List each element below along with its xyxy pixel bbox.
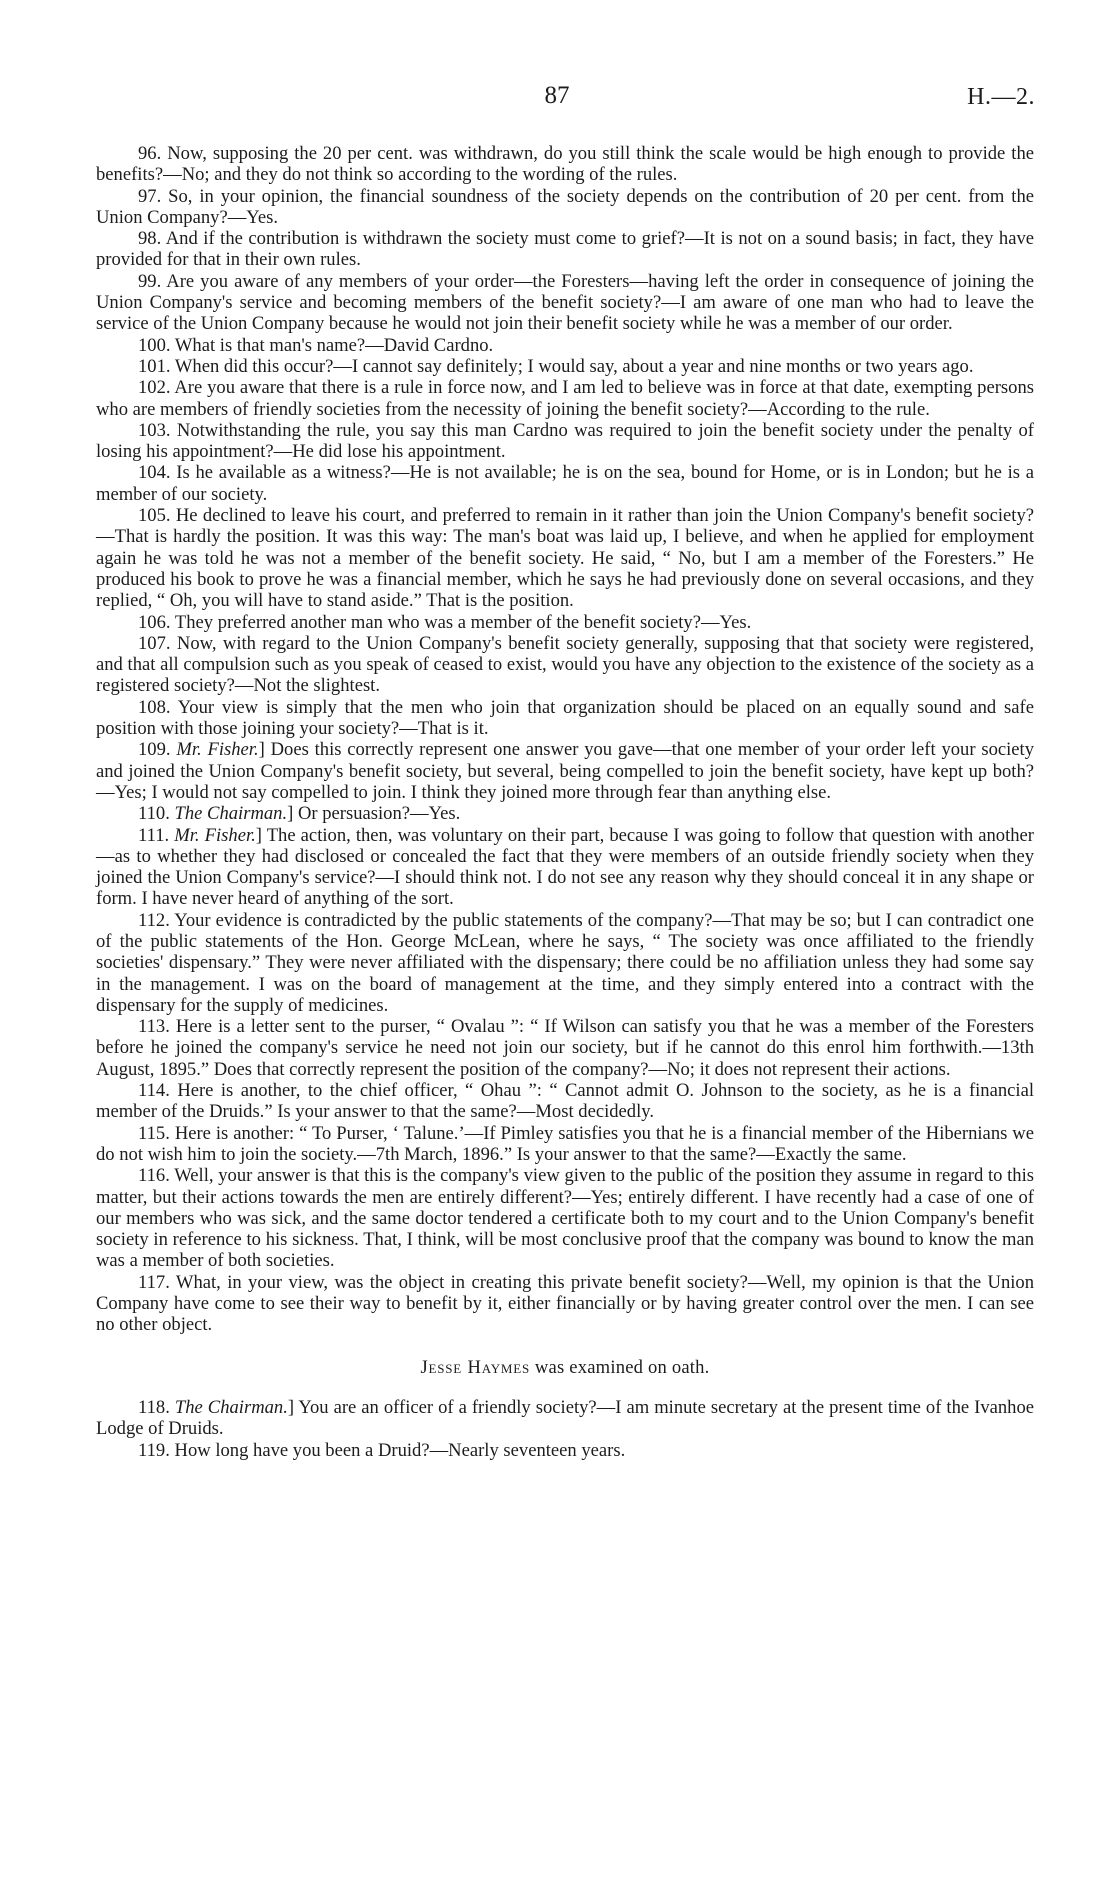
question-number: 103.: [138, 419, 171, 441]
witness-name: Jesse Haymes: [420, 1356, 531, 1378]
question-text: The action, then, was voluntary on their part, because I was going to follow that question with another—as to whether they had disclosed or concealed the fact that they were members of an outside friendly society when they joined the Union Company's service?—I should think not. I do not see any reason why they should conceal it in any shape or form. I have never heard of anything of the sort.: [96, 824, 1034, 910]
question-text: Notwithstanding the rule, you say this man Cardno was required to join the benefit society under the penalty of losing his appointment?—He did lose his appointment.: [96, 419, 1034, 463]
question-paragraph: [96, 1016, 1034, 1080]
question-paragraph: [96, 910, 1034, 1016]
evidence-section: [96, 143, 1034, 1336]
question-paragraph: 109. Mr. Fisher.] Does this correctly represent one answer you gave—that one member of your order left your society and joined the Union Company's benefit society, but several, being compelled to join the benefit society, have kept up both?—Yes; I would not say compelled to join. I think they joined more through fear than anything else.: [96, 739, 1035, 803]
question-paragraph: [96, 505, 1034, 611]
question-paragraph: [96, 462, 1034, 505]
question-text: How long have you been a Druid?—Nearly seventeen years.: [174, 1439, 626, 1461]
question-paragraph: [96, 335, 1034, 356]
question-number: 114.: [138, 1080, 170, 1102]
question-paragraph: [96, 356, 1034, 377]
speaker-name: Mr. Fisher.: [176, 739, 259, 761]
question-text: Are you aware of any members of your order—the Foresters—having left the order in consequence of joining the Union Company's service and becoming members of the benefit society?—I am aware of one man who had to leave the service of the Union Company because he would not join their benefit society while he was a member of our order.: [96, 270, 1034, 335]
question-number: 98.: [138, 228, 162, 250]
question-text: Here is another, to the chief officer, “ Ohau ”: “ Cannot admit O. Johnson to the society, as he is a financial member of the Druids.” Is your answer to that the same?—Most decidedly.: [96, 1080, 1034, 1123]
question-number: 106.: [138, 611, 171, 633]
question-text: Now, with regard to the Union Company's benefit society generally, supposing that that society were registered, and that all compulsion such as you speak of ceased to exist, would you have any objection to the existence of the society as a registered society?—Not the slightest.: [96, 632, 1034, 697]
speaker-name: The Chairman.: [174, 803, 288, 825]
question-text: Here is another: “ To Purser, ‘ Talune.’—If Pimley satisfies you that he is a financial member of the Hibernians we do not wish him to join the society.—7th March, 1896.” Is your answer to that the same?—Exactly the same.: [96, 1122, 1034, 1165]
page-number: 87: [544, 82, 570, 109]
question-paragraph: [96, 186, 1034, 229]
question-text: And if the contribution is withdrawn the society must come to grief?—It is not on a sound basis; in fact, they have provided for that in their own rules.: [96, 228, 1034, 271]
question-paragraph: [96, 1272, 1034, 1336]
question-number: 119.: [138, 1439, 170, 1461]
document-body: [96, 143, 1034, 1461]
question-text: What, in your view, was the object in creating this private benefit society?—Well, my opinion is that the Union Company have come to see their way to benefit by it, either financially or by having greater control over the men. I can see no other object.: [96, 1271, 1034, 1336]
question-number: 105.: [138, 505, 171, 527]
question-text: What is that man's name?—David Cardno.: [174, 334, 494, 356]
question-paragraph: [96, 1123, 1034, 1166]
question-paragraph: [96, 271, 1034, 335]
question-number: 116.: [138, 1165, 170, 1187]
question-text: Your view is simply that the men who join that organization should be placed on an equally sound and safe position with those joining your society?—That is it.: [96, 696, 1034, 740]
question-number: 118.: [138, 1396, 170, 1418]
witness-heading: [96, 1357, 1034, 1378]
question-number: 96.: [138, 143, 162, 164]
question-number: 115.: [138, 1122, 170, 1144]
question-text: He declined to leave his court, and preferred to remain in it rather than join the Union Company's benefit society?—That is hardly the position. It was this way: The man's boat was laid up, I believe, and when he applied for employment again he was told he was not a member of the benefit society. He said, “ No, but I am a member of the Foresters.” He produced his book to prove he was a financial member, which he says he had previously done on several occasions, and they replied, “ Oh, you will have to stand aside.” That is the position.: [96, 505, 1034, 612]
question-paragraph: [96, 612, 1034, 633]
question-paragraph: 111. Mr. Fisher.] The action, then, was voluntary on their part, because I was going to follow that question with another—as to whether they had disclosed or concealed the fact that they were members of an outside friendly society when they joined the Union Company's service?—I should think not. I do not see any reason why they should conceal it in any shape or form. I have never heard of anything of the sort.: [96, 824, 1034, 910]
question-text: When did this occur?—I cannot say definitely; I would say, about a year and nine months or two years ago.: [174, 355, 974, 377]
evidence-section-continued: [96, 1397, 1034, 1461]
question-number: 110.: [138, 803, 170, 825]
speaker-name: Mr. Fisher.: [174, 824, 256, 846]
question-number: 102.: [138, 377, 171, 399]
speaker-name: The Chairman.: [174, 1396, 288, 1418]
question-paragraph: [96, 1440, 1034, 1461]
question-text: Here is a letter sent to the purser, “ Ovalau ”: “ If Wilson can satisfy you that he was a member of the Foresters before he joined the company's service he need not join our society, but if he cannot do this enrol him forthwith.—13th August, 1895.” Does that correctly represent the position of the company?—No; it does not represent their actions.: [96, 1016, 1034, 1080]
question-text: Or persuasion?—Yes.: [297, 803, 461, 825]
question-text: Is he available as a witness?—He is not available; he is on the sea, bound for Home, or is in London; but he is a member of our society.: [96, 462, 1034, 505]
question-text: Well, your answer is that this is the company's view given to the public of the position they assume in regard to this matter, but their actions towards the men are entirely different?—Yes; entirely different. I have recently had a case of one of our members who was sick, and the same doctor tendered a certificate both to my court and to the Union Company's benefit society in reference to his sickness. That, I think, will be most conclusive proof that the company was bound to know the man was a member of both societies.: [96, 1165, 1035, 1272]
question-paragraph: 118. The Chairman.] You are an officer of a friendly society?—I am minute secretary at the present time of the Ivanhoe Lodge of Druids.: [96, 1396, 1035, 1440]
question-text: You are an officer of a friendly society?—I am minute secretary at the present time of the Ivanhoe Lodge of Druids.: [96, 1396, 1035, 1440]
question-paragraph: 110. The Chairman.] Or persuasion?—Yes.: [138, 803, 461, 825]
question-text: Does this correctly represent one answer you gave—that one member of your order left your society and joined the Union Company's benefit society, but several, being compelled to join the benefit society, have kept up both?—Yes; I would not say compelled to join. I think they joined more through fear than anything else.: [96, 739, 1035, 803]
question-text: Now, supposing the 20 per cent. was withdrawn, do you still think the scale would be high enough to provide the benefits?—No; and they do not think so according to the wording of the rules.: [96, 143, 1034, 186]
question-paragraph: [96, 633, 1034, 697]
question-number: 101.: [138, 355, 171, 377]
question-number: 108.: [138, 696, 171, 718]
question-number: 99.: [138, 270, 162, 292]
document-reference: H.—2.: [967, 84, 1035, 110]
question-number: 112.: [138, 909, 170, 931]
question-text: They preferred another man who was a member of the benefit society?—Yes.: [174, 611, 752, 633]
witness-heading-text: was examined on oath.: [534, 1356, 710, 1378]
question-number: 104.: [138, 462, 171, 484]
question-number: 109.: [138, 739, 171, 761]
question-number: 97.: [138, 185, 162, 207]
question-paragraph: [96, 1165, 1034, 1271]
question-paragraph: [96, 1080, 1034, 1123]
question-text: Are you aware that there is a rule in force now, and I am led to believe was in force at that date, exempting persons who are members of friendly societies from the necessity of joining the benefit society?—According to the rule.: [96, 377, 1034, 420]
question-paragraph: [96, 697, 1034, 740]
question-number: 117.: [138, 1271, 170, 1293]
question-text: So, in your opinion, the financial soundness of the society depends on the contribution of 20 per cent. from the Union Company?—Yes.: [96, 185, 1034, 228]
question-paragraph: [96, 143, 1034, 186]
question-text: Your evidence is contradicted by the public statements of the company?—That may be so; but I can contradict one of the public statements of the Hon. George McLean, where he says, “ The society was once affiliated to the friendly societies' dispensary.” They were never affiliated with the dispensary; there could be no affiliation unless they had some say in the management. I was on the board of management at the time, and they simply entered into a contract with the dispensary for the supply of medicines.: [96, 909, 1034, 1016]
question-number: 100.: [138, 334, 171, 356]
question-paragraph: [96, 377, 1034, 420]
question-paragraph: [96, 420, 1034, 463]
question-paragraph: [96, 228, 1034, 271]
question-number: 111.: [138, 824, 170, 846]
question-number: 107.: [138, 632, 171, 654]
question-number: 113.: [138, 1016, 170, 1038]
